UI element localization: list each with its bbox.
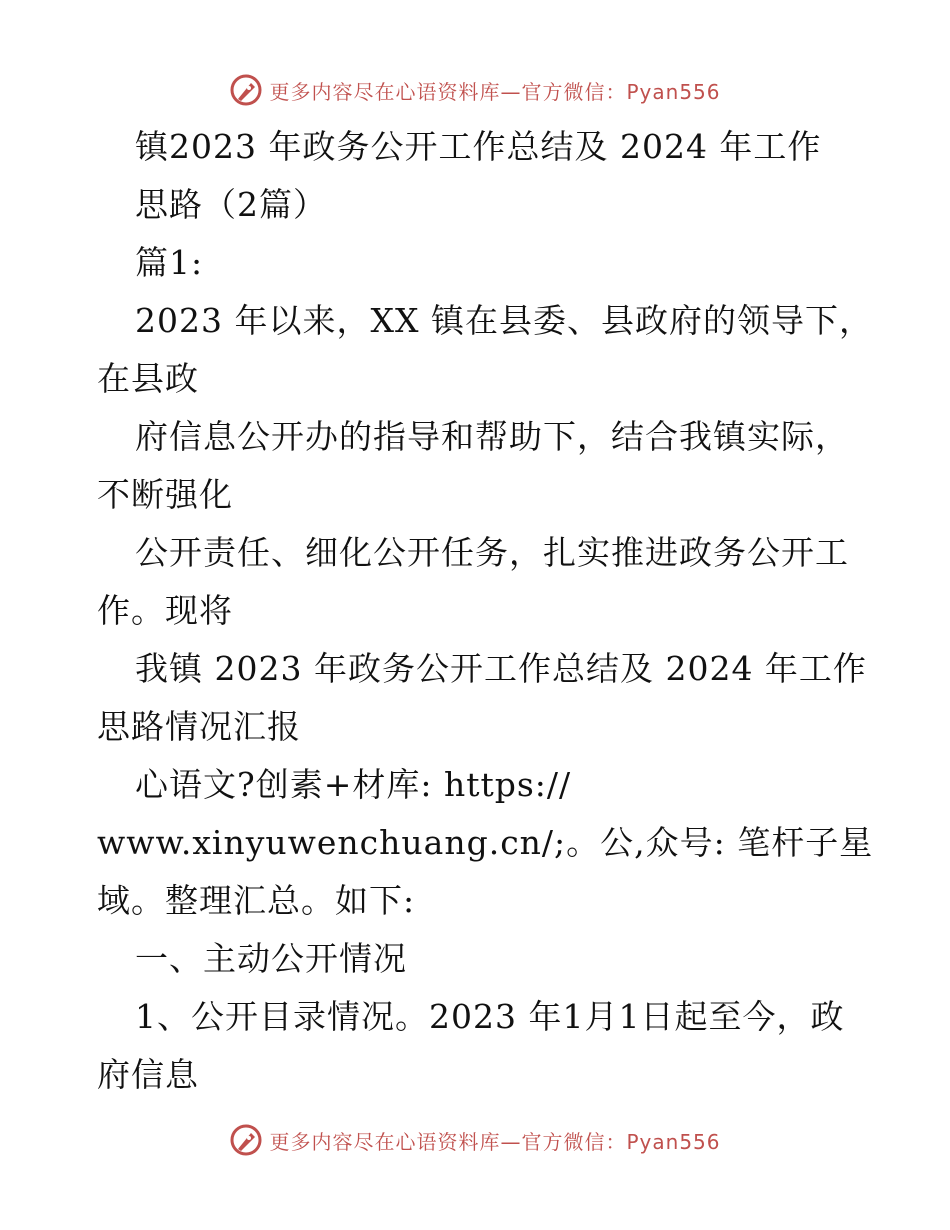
doc-line: 2023 年以来，XX 镇在县委、县政府的领导下， xyxy=(135,301,873,340)
header-banner xyxy=(0,70,950,110)
pen-nib-logo-icon xyxy=(229,1123,263,1157)
header-site-text: 更多内容尽在心语资料库—官方微信：Pyan556 xyxy=(269,79,721,104)
doc-line: www.xinyuwenchuang.cn/;。公,众号: 笔杆子星 xyxy=(97,823,874,862)
doc-line: 我镇 2023 年政务公开工作总结及 2024 年工作 xyxy=(135,649,867,688)
doc-line: 心语文?创素+材库: https:// xyxy=(135,765,572,804)
doc-line: 篇1: xyxy=(135,243,204,282)
doc-line: 思路情况汇报 xyxy=(97,707,301,746)
doc-line: 公开责任、细化公开任务，扎实推进政务公开工 xyxy=(135,533,849,572)
doc-line: 府信息公开办的指导和帮助下，结合我镇实际， xyxy=(135,417,849,456)
doc-line: 域。整理汇总。如下: xyxy=(97,881,416,920)
doc-line: 不断强化 xyxy=(97,475,233,514)
doc-line: 1、公开目录情况。2023 年1月1日起至今，政 xyxy=(135,997,845,1036)
doc-line: 在县政 xyxy=(97,359,199,398)
doc-line: 府信息 xyxy=(97,1055,199,1094)
doc-line: 思路（2篇） xyxy=(135,185,327,224)
doc-line: 作。现将 xyxy=(97,591,233,630)
doc-line: 镇2023 年政务公开工作总结及 2024 年工作 xyxy=(135,127,822,166)
footer-site-text: 更多内容尽在心语资料库—官方微信：Pyan556 xyxy=(269,1129,721,1154)
pen-nib-logo-icon xyxy=(229,73,263,107)
doc-line: 一、主动公开情况 xyxy=(135,939,407,978)
footer-banner xyxy=(0,1120,950,1160)
